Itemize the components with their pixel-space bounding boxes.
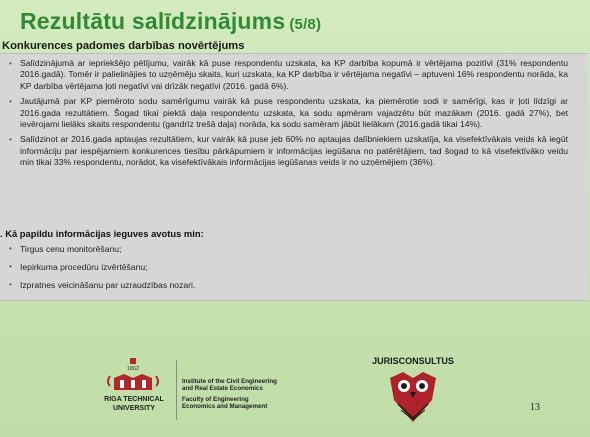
- rtu-name-line1: RIGA TECHNICAL: [104, 396, 164, 403]
- slide-title: [20, 8, 321, 35]
- institute-line2: and Real Estate Economics: [182, 385, 263, 393]
- faculty-line1: Faculty of Engineering: [182, 395, 249, 403]
- source-text: Izpratnes veicināšanu par uzraudzības nozari.: [20, 280, 196, 290]
- bullet-icon: •: [9, 280, 12, 289]
- paragraph-list: [0, 58, 590, 173]
- slide-subtitle: Konkurences padomes darbības novērtējums: [2, 40, 245, 52]
- paragraph-text: Salīdzinājumā ar iepriekšējo pētījumu, vairāk kā puse respondentu uzskata, ka KP darbība kopumā ir vērtējama pozitīvi (31% respondentu 2016.gadā). Tomēr ir palielinājies to uzņēmēju skaits, kuri uzskata, ka KP darbība ir vērtējama negatīvi – aptuveni 16% respondentu norāda, ka KP darbība vērtējama ļoti negatīvi vai drīzāk negatīvi (2016. gadā 6%).: [20, 58, 568, 91]
- slide-title-text: Rezultātu salīdzinājums: [20, 8, 286, 34]
- institute-info: [182, 378, 277, 411]
- rtu-name: [95, 396, 173, 413]
- bullet-icon: •: [9, 244, 12, 253]
- source-list: [0, 243, 590, 297]
- source-text: Tirgus cenu monitorēšanu;: [20, 244, 122, 254]
- source-text: Iepirkuma procedūru izvērtēšanu;: [20, 262, 148, 272]
- jurisconsultus-name: JURISCONSULTUS: [372, 356, 454, 366]
- rtu-name-line2: UNIVERSITY: [112, 404, 155, 412]
- slide-footer: [0, 342, 590, 437]
- page-number: 13: [530, 402, 540, 413]
- section-heading: . Kā papildu informācijas ieguves avotus min:: [0, 228, 204, 239]
- institute-line1: Institute of the Civil Engineering: [182, 378, 277, 385]
- bullet-icon: •: [9, 262, 12, 271]
- rtu-year: 1862: [126, 366, 140, 372]
- slide-title-part: (5/8): [289, 16, 322, 33]
- paragraph-item: [0, 58, 590, 92]
- paragraph-text: Salīdzinot ar 2016.gada aptaujas rezultātiem, kur vairāk kā puse jeb 60% no aptaujas dalībniekiem uzskatīja, ka visefektīvākais veids kā iegūt informāciju par iespējamiem konkurences tiesību pārkāpumiem ir informācijas iegūšana no patērētājiem, tad šogad to kā visefektīvāko veidu min tikai 33% respondentu, norādot, ka visefektīvākais informācijas iegūšanas veids ir no uzņēmējiem (36%).: [20, 134, 568, 168]
- faculty-line2: Economics and Management: [182, 403, 268, 411]
- bullet-icon: •: [9, 135, 12, 145]
- source-item: [0, 261, 590, 279]
- source-item: [0, 279, 590, 297]
- jurisconsultus-logo: [368, 348, 458, 436]
- paragraph-item: [0, 96, 590, 130]
- footer-divider: [176, 360, 177, 420]
- bullet-icon: •: [9, 97, 12, 107]
- paragraph-item: [0, 134, 590, 168]
- source-item: [0, 243, 590, 261]
- bullet-icon: •: [9, 59, 12, 68]
- paragraph-text: Jautājumā par KP piemēroto sodu samērīgumu vairāk kā puse respondentu uzskata, ka piemērotie sodi ir samērīgi, kas ir ļoti līdzīgi ar 2016.gada rezultātiem. Šogad tikai piektā daļa respondentu uzskata, ka sodu apmēram vajadzētu būt mazākam (2016. gadā 27%), bet ievērojami lielāks skaits respondentu (gandrīz trešā daļa) norāda, ka sodu samēram jābūt lielākam (2016.gadā tikai 14%).: [20, 96, 568, 130]
